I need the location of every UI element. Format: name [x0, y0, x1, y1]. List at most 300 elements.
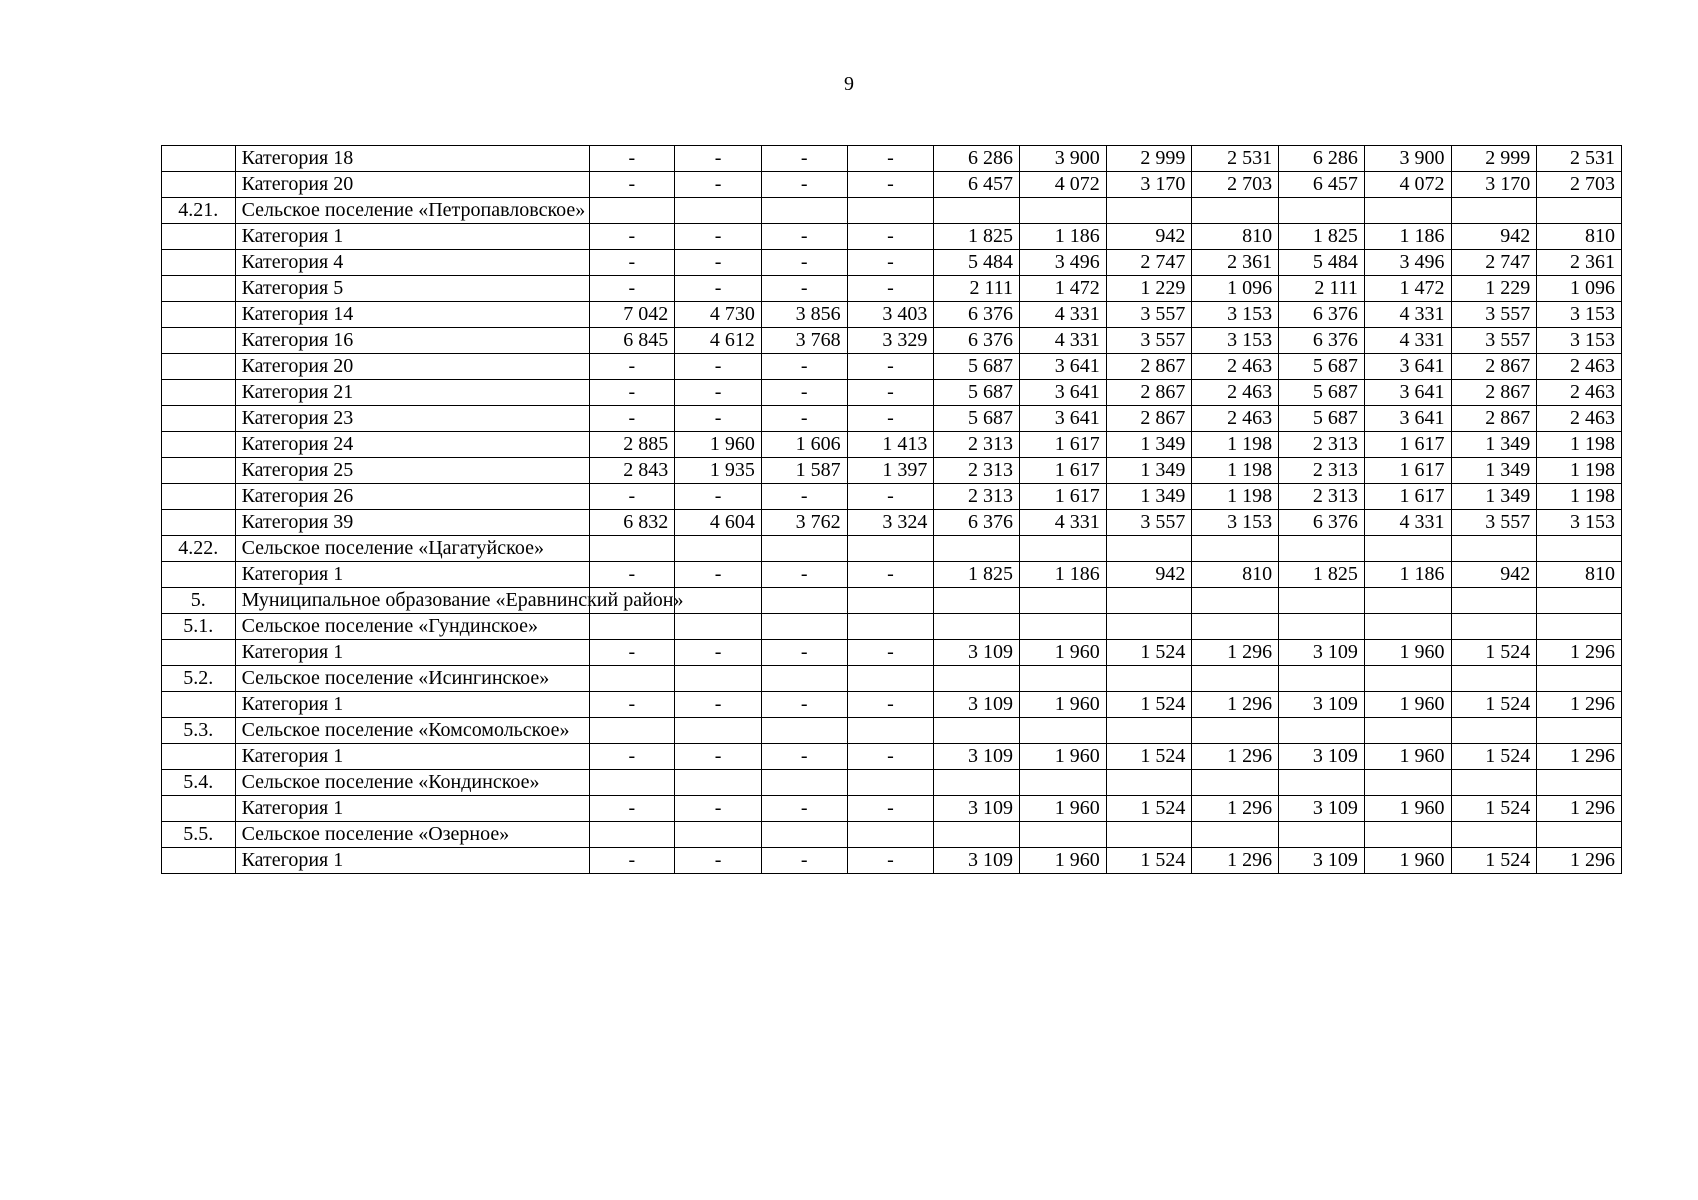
value-cell: [675, 718, 762, 744]
value-cell: [847, 536, 934, 562]
value-cell: [1020, 588, 1107, 614]
table-row: [162, 692, 1622, 718]
value-cell: 5 687: [934, 406, 1020, 432]
row-number-cell: [162, 562, 236, 588]
value-cell: [1451, 198, 1537, 224]
value-cell: [934, 536, 1020, 562]
value-cell: 1 524: [1106, 692, 1192, 718]
value-cell: -: [675, 744, 762, 770]
value-cell: 3 170: [1106, 172, 1192, 198]
value-cell: 3 109: [1279, 640, 1365, 666]
row-name-cell: Категория 1: [235, 692, 589, 718]
row-name-cell: Сельское поселение «Комсомольское»: [235, 718, 589, 744]
value-cell: -: [761, 848, 847, 874]
table-row: [162, 302, 1622, 328]
section-row: [162, 536, 1622, 562]
value-cell: 3 109: [934, 744, 1020, 770]
value-cell: -: [675, 250, 762, 276]
value-cell: 810: [1537, 562, 1622, 588]
value-cell: [1279, 588, 1365, 614]
value-cell: 3 641: [1364, 380, 1451, 406]
table-row: [162, 328, 1622, 354]
value-cell: 1 617: [1020, 484, 1107, 510]
value-cell: 2 361: [1537, 250, 1622, 276]
value-cell: [761, 822, 847, 848]
value-cell: [1106, 770, 1192, 796]
value-cell: 3 109: [934, 848, 1020, 874]
value-cell: 2 313: [934, 484, 1020, 510]
value-cell: 2 111: [1279, 276, 1365, 302]
value-cell: 1 524: [1451, 692, 1537, 718]
row-name-cell: Муниципальное образование «Еравнинский район»: [235, 588, 589, 614]
value-cell: -: [589, 796, 675, 822]
value-cell: [1020, 718, 1107, 744]
value-cell: -: [589, 276, 675, 302]
value-cell: [1451, 770, 1537, 796]
value-cell: 3 557: [1451, 510, 1537, 536]
value-cell: -: [675, 276, 762, 302]
value-cell: 1 617: [1020, 432, 1107, 458]
value-cell: 1 397: [847, 458, 934, 484]
row-number-cell: [162, 224, 236, 250]
row-name-cell: Категория 20: [235, 354, 589, 380]
table-row: [162, 796, 1622, 822]
value-cell: [1192, 666, 1279, 692]
value-cell: 2 867: [1106, 354, 1192, 380]
value-cell: -: [847, 276, 934, 302]
row-name-cell: Категория 16: [235, 328, 589, 354]
value-cell: [1279, 666, 1365, 692]
value-cell: 2 111: [934, 276, 1020, 302]
value-cell: 1 096: [1192, 276, 1279, 302]
value-cell: -: [675, 172, 762, 198]
row-name-cell: Сельское поселение «Гундинское»: [235, 614, 589, 640]
value-cell: 1 606: [761, 432, 847, 458]
value-cell: [761, 536, 847, 562]
value-cell: [1364, 614, 1451, 640]
value-cell: 2 703: [1537, 172, 1622, 198]
value-cell: [675, 198, 762, 224]
value-cell: [1020, 666, 1107, 692]
row-number-cell: 5.5.: [162, 822, 236, 848]
value-cell: 4 331: [1364, 510, 1451, 536]
value-cell: 3 324: [847, 510, 934, 536]
value-cell: -: [675, 848, 762, 874]
value-cell: [1106, 666, 1192, 692]
value-cell: [675, 822, 762, 848]
value-cell: -: [675, 484, 762, 510]
value-cell: -: [761, 744, 847, 770]
value-cell: 2 463: [1192, 354, 1279, 380]
value-cell: -: [589, 744, 675, 770]
value-cell: -: [761, 640, 847, 666]
value-cell: 5 687: [1279, 354, 1365, 380]
value-cell: 2 313: [1279, 484, 1365, 510]
value-cell: [847, 770, 934, 796]
value-cell: [1537, 588, 1622, 614]
value-cell: 3 557: [1106, 302, 1192, 328]
value-cell: 6 286: [934, 146, 1020, 172]
value-cell: 942: [1106, 224, 1192, 250]
row-name-cell: Категория 1: [235, 744, 589, 770]
value-cell: [1364, 666, 1451, 692]
value-cell: 942: [1451, 562, 1537, 588]
value-cell: 1 229: [1451, 276, 1537, 302]
row-name-cell: Категория 4: [235, 250, 589, 276]
value-cell: [1106, 198, 1192, 224]
row-number-cell: [162, 276, 236, 302]
row-number-cell: [162, 484, 236, 510]
value-cell: 2 463: [1537, 354, 1622, 380]
value-cell: 2 867: [1451, 354, 1537, 380]
value-cell: [1106, 536, 1192, 562]
value-cell: 3 557: [1106, 328, 1192, 354]
value-cell: 4 612: [675, 328, 762, 354]
value-cell: 3 641: [1020, 354, 1107, 380]
value-cell: -: [847, 172, 934, 198]
value-cell: [675, 536, 762, 562]
row-name-cell: Категория 21: [235, 380, 589, 406]
value-cell: 1 524: [1106, 744, 1192, 770]
value-cell: 1 349: [1451, 432, 1537, 458]
value-cell: 3 109: [1279, 744, 1365, 770]
value-cell: 5 687: [1279, 406, 1365, 432]
value-cell: 3 109: [1279, 692, 1365, 718]
value-cell: [847, 718, 934, 744]
row-name-cell: Категория 5: [235, 276, 589, 302]
value-cell: [675, 770, 762, 796]
value-cell: [1364, 718, 1451, 744]
value-cell: 3 109: [934, 640, 1020, 666]
value-cell: -: [761, 146, 847, 172]
row-number-cell: [162, 250, 236, 276]
value-cell: -: [761, 380, 847, 406]
row-name-cell: Сельское поселение «Исингинское»: [235, 666, 589, 692]
value-cell: 3 762: [761, 510, 847, 536]
row-number-cell: [162, 640, 236, 666]
value-cell: 2 747: [1451, 250, 1537, 276]
value-cell: [761, 770, 847, 796]
value-cell: 2 867: [1451, 380, 1537, 406]
value-cell: -: [589, 484, 675, 510]
value-cell: 4 331: [1364, 302, 1451, 328]
value-cell: 810: [1192, 562, 1279, 588]
table-row: [162, 484, 1622, 510]
value-cell: 3 153: [1192, 302, 1279, 328]
value-cell: 6 376: [934, 302, 1020, 328]
value-cell: 4 072: [1020, 172, 1107, 198]
value-cell: 1 096: [1537, 276, 1622, 302]
value-cell: 6 286: [1279, 146, 1365, 172]
value-cell: -: [589, 146, 675, 172]
value-cell: -: [847, 744, 934, 770]
value-cell: 1 198: [1192, 484, 1279, 510]
row-number-cell: 5.4.: [162, 770, 236, 796]
row-number-cell: [162, 744, 236, 770]
value-cell: -: [761, 250, 847, 276]
value-cell: -: [589, 640, 675, 666]
value-cell: 4 331: [1020, 302, 1107, 328]
value-cell: 3 170: [1451, 172, 1537, 198]
row-number-cell: [162, 354, 236, 380]
value-cell: [1364, 536, 1451, 562]
table-row: [162, 562, 1622, 588]
value-cell: 3 641: [1020, 406, 1107, 432]
value-cell: 1 825: [1279, 224, 1365, 250]
value-cell: [589, 770, 675, 796]
value-cell: 2 867: [1106, 380, 1192, 406]
value-cell: 3 900: [1020, 146, 1107, 172]
value-cell: 3 153: [1192, 510, 1279, 536]
value-cell: 2 867: [1106, 406, 1192, 432]
value-cell: [589, 536, 675, 562]
value-cell: 1 935: [675, 458, 762, 484]
value-cell: [1279, 718, 1365, 744]
value-cell: 1 296: [1192, 796, 1279, 822]
value-cell: -: [675, 406, 762, 432]
value-cell: -: [589, 250, 675, 276]
value-cell: 4 331: [1020, 328, 1107, 354]
value-cell: 1 349: [1106, 458, 1192, 484]
value-cell: [1020, 822, 1107, 848]
value-cell: 6 376: [934, 510, 1020, 536]
value-cell: 2 463: [1537, 380, 1622, 406]
row-number-cell: 4.21.: [162, 198, 236, 224]
value-cell: 1 198: [1192, 458, 1279, 484]
value-cell: 1 960: [1020, 744, 1107, 770]
value-cell: [1451, 536, 1537, 562]
row-name-cell: Категория 1: [235, 848, 589, 874]
value-cell: [1364, 588, 1451, 614]
value-cell: 7 042: [589, 302, 675, 328]
row-number-cell: [162, 848, 236, 874]
value-cell: 1 296: [1192, 744, 1279, 770]
value-cell: -: [761, 484, 847, 510]
value-cell: 1 617: [1364, 432, 1451, 458]
value-cell: -: [761, 354, 847, 380]
value-cell: -: [589, 692, 675, 718]
value-cell: 1 960: [1020, 796, 1107, 822]
value-cell: -: [675, 692, 762, 718]
row-name-cell: Сельское поселение «Кондинское»: [235, 770, 589, 796]
value-cell: 1 524: [1451, 744, 1537, 770]
value-cell: [761, 198, 847, 224]
value-cell: 1 587: [761, 458, 847, 484]
value-cell: 1 617: [1364, 484, 1451, 510]
value-cell: 2 313: [1279, 432, 1365, 458]
value-cell: [1192, 614, 1279, 640]
value-cell: -: [761, 562, 847, 588]
value-cell: 5 687: [934, 380, 1020, 406]
value-cell: [1451, 588, 1537, 614]
value-cell: 1 296: [1537, 640, 1622, 666]
value-cell: 1 186: [1364, 562, 1451, 588]
value-cell: -: [589, 848, 675, 874]
value-cell: 3 641: [1364, 406, 1451, 432]
value-cell: [1106, 822, 1192, 848]
value-cell: [847, 822, 934, 848]
value-cell: 1 349: [1451, 484, 1537, 510]
row-number-cell: [162, 328, 236, 354]
value-cell: [934, 666, 1020, 692]
value-cell: 2 463: [1537, 406, 1622, 432]
value-cell: [589, 666, 675, 692]
value-cell: [1279, 198, 1365, 224]
value-cell: -: [589, 380, 675, 406]
value-cell: [1192, 770, 1279, 796]
value-cell: [1279, 770, 1365, 796]
value-cell: -: [675, 640, 762, 666]
value-cell: -: [847, 484, 934, 510]
value-cell: [1537, 198, 1622, 224]
value-cell: 2 999: [1451, 146, 1537, 172]
value-cell: 1 198: [1537, 432, 1622, 458]
row-name-cell: Категория 1: [235, 640, 589, 666]
row-number-cell: 4.22.: [162, 536, 236, 562]
value-cell: [589, 822, 675, 848]
value-cell: -: [761, 692, 847, 718]
row-number-cell: [162, 796, 236, 822]
value-cell: 1 198: [1537, 484, 1622, 510]
value-cell: 6 376: [934, 328, 1020, 354]
value-cell: 1 296: [1537, 692, 1622, 718]
value-cell: [1451, 666, 1537, 692]
value-cell: 3 641: [1020, 380, 1107, 406]
value-cell: 3 109: [934, 796, 1020, 822]
value-cell: -: [847, 354, 934, 380]
value-cell: [1537, 536, 1622, 562]
value-cell: [1537, 666, 1622, 692]
value-cell: [934, 822, 1020, 848]
value-cell: [1537, 822, 1622, 848]
value-cell: 6 457: [934, 172, 1020, 198]
value-cell: 1 825: [934, 224, 1020, 250]
value-cell: 810: [1192, 224, 1279, 250]
value-cell: 1 960: [1020, 640, 1107, 666]
row-name-cell: Категория 1: [235, 796, 589, 822]
value-cell: -: [589, 224, 675, 250]
value-cell: [1192, 536, 1279, 562]
table-row: [162, 276, 1622, 302]
table-row: [162, 354, 1622, 380]
value-cell: [1279, 536, 1365, 562]
row-name-cell: Категория 14: [235, 302, 589, 328]
value-cell: 3 153: [1537, 328, 1622, 354]
value-cell: -: [589, 406, 675, 432]
value-cell: 1 617: [1020, 458, 1107, 484]
value-cell: 1 960: [1364, 640, 1451, 666]
value-cell: -: [761, 276, 847, 302]
value-cell: [1020, 770, 1107, 796]
value-cell: [675, 666, 762, 692]
value-cell: 2 463: [1192, 406, 1279, 432]
value-cell: [934, 614, 1020, 640]
value-cell: 4 604: [675, 510, 762, 536]
row-name-cell: Категория 39: [235, 510, 589, 536]
value-cell: -: [761, 224, 847, 250]
value-cell: 1 524: [1106, 848, 1192, 874]
value-cell: -: [675, 796, 762, 822]
value-cell: 2 313: [934, 458, 1020, 484]
value-cell: 1 524: [1106, 796, 1192, 822]
value-cell: -: [847, 406, 934, 432]
table-row: [162, 224, 1622, 250]
table-row: [162, 172, 1622, 198]
value-cell: 6 376: [1279, 302, 1365, 328]
value-cell: 1 524: [1451, 640, 1537, 666]
row-number-cell: [162, 380, 236, 406]
section-row: [162, 588, 1622, 614]
value-cell: -: [847, 224, 934, 250]
value-cell: 942: [1451, 224, 1537, 250]
value-cell: 1 960: [1364, 848, 1451, 874]
row-number-cell: 5.: [162, 588, 236, 614]
value-cell: -: [761, 406, 847, 432]
value-cell: -: [847, 562, 934, 588]
value-cell: 1 186: [1020, 224, 1107, 250]
value-cell: [1020, 536, 1107, 562]
row-number-cell: 5.2.: [162, 666, 236, 692]
value-cell: 6 845: [589, 328, 675, 354]
value-cell: 1 296: [1537, 848, 1622, 874]
value-cell: 1 296: [1537, 744, 1622, 770]
value-cell: [1020, 614, 1107, 640]
row-number-cell: [162, 458, 236, 484]
value-cell: 1 524: [1451, 796, 1537, 822]
value-cell: 1 349: [1451, 458, 1537, 484]
value-cell: 6 376: [1279, 328, 1365, 354]
row-name-cell: Сельское поселение «Цагатуйское»: [235, 536, 589, 562]
value-cell: -: [761, 796, 847, 822]
value-cell: -: [847, 640, 934, 666]
value-cell: 810: [1537, 224, 1622, 250]
value-cell: 1 413: [847, 432, 934, 458]
value-cell: [1451, 718, 1537, 744]
value-cell: -: [675, 224, 762, 250]
value-cell: [934, 588, 1020, 614]
row-name-cell: Категория 25: [235, 458, 589, 484]
row-name-cell: Сельское поселение «Озерное»: [235, 822, 589, 848]
table-row: [162, 744, 1622, 770]
value-cell: 3 109: [1279, 796, 1365, 822]
value-cell: 4 730: [675, 302, 762, 328]
row-number-cell: 5.3.: [162, 718, 236, 744]
value-cell: -: [847, 848, 934, 874]
tariff-table: [161, 145, 1622, 874]
value-cell: [589, 718, 675, 744]
row-number-cell: [162, 406, 236, 432]
table-row: [162, 250, 1622, 276]
value-cell: -: [847, 692, 934, 718]
table-row: [162, 640, 1622, 666]
value-cell: -: [847, 796, 934, 822]
section-row: [162, 614, 1622, 640]
value-cell: [934, 718, 1020, 744]
row-name-cell: Категория 23: [235, 406, 589, 432]
value-cell: 3 900: [1364, 146, 1451, 172]
value-cell: [761, 588, 847, 614]
value-cell: [934, 198, 1020, 224]
value-cell: 1 960: [1364, 796, 1451, 822]
row-number-cell: [162, 146, 236, 172]
value-cell: 4 331: [1364, 328, 1451, 354]
value-cell: 2 843: [589, 458, 675, 484]
value-cell: 3 557: [1106, 510, 1192, 536]
value-cell: 1 296: [1192, 640, 1279, 666]
value-cell: 2 747: [1106, 250, 1192, 276]
value-cell: -: [675, 562, 762, 588]
value-cell: [847, 588, 934, 614]
